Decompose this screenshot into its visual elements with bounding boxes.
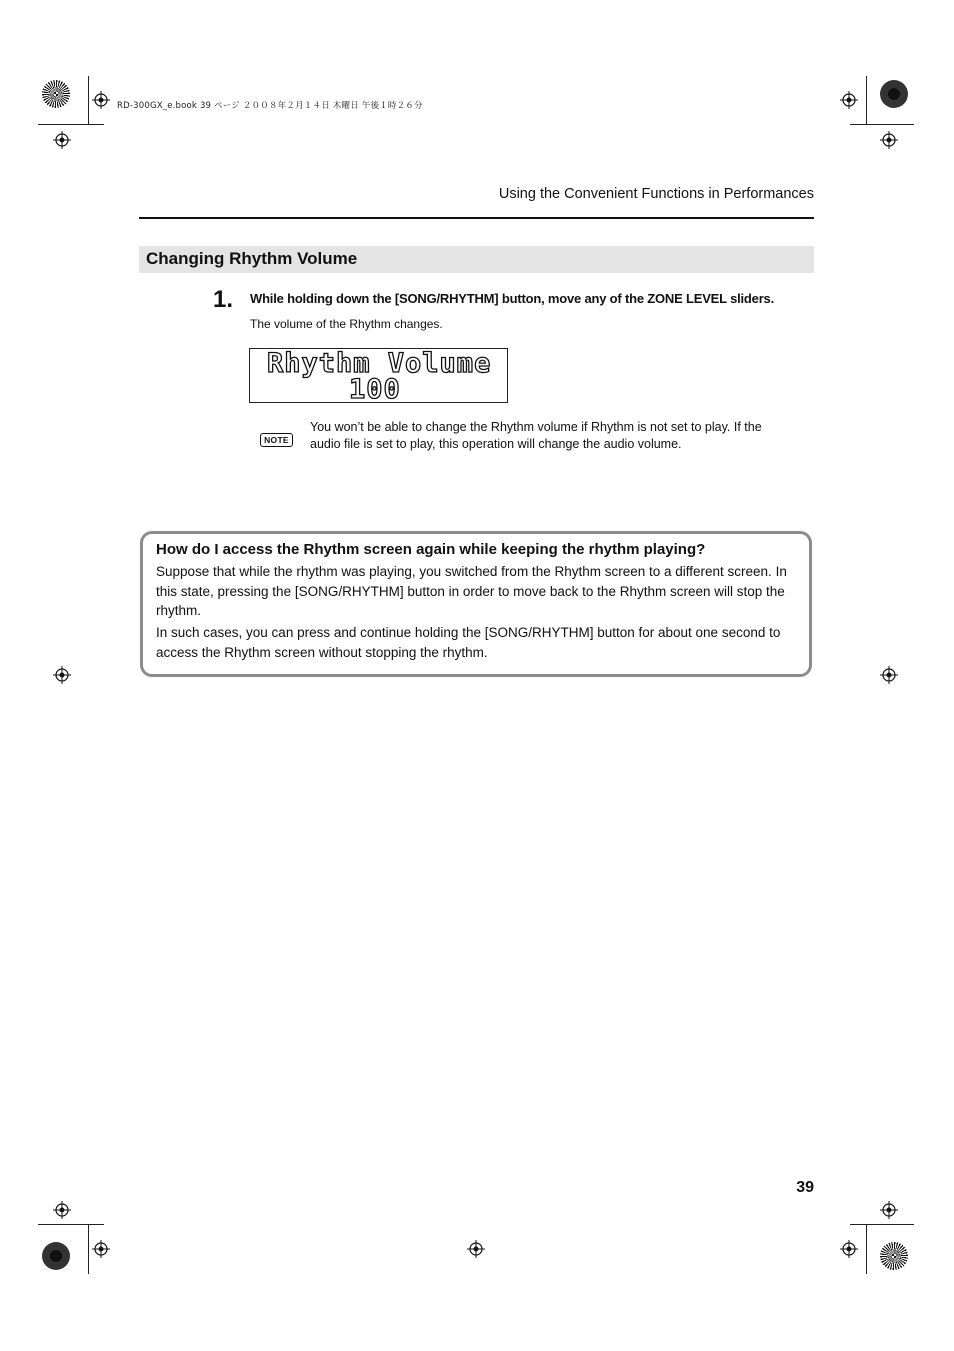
registration-mark-icon xyxy=(53,131,71,149)
registration-mark-icon xyxy=(467,1240,485,1258)
crop-mark xyxy=(866,76,867,124)
color-target-icon xyxy=(880,80,908,108)
tip-box xyxy=(140,531,812,677)
registration-mark-icon xyxy=(53,666,71,684)
lcd-line-1: Rhythm Volume xyxy=(267,348,492,379)
color-target-icon xyxy=(42,1242,70,1270)
crop-mark xyxy=(88,1224,89,1274)
step-result: The volume of the Rhythm changes. xyxy=(250,317,443,331)
registration-mark-icon xyxy=(880,131,898,149)
note-text: You won’t be able to change the Rhythm volume if Rhythm is not set to play. If the audio file is set to play, this operation will change the audio volume. xyxy=(310,420,762,451)
crop-mark xyxy=(38,124,104,125)
header-rule xyxy=(139,217,814,219)
color-target-icon xyxy=(880,1242,908,1270)
tip-paragraph: In such cases, you can press and continue holding the [SONG/RHYTHM] button for about one second to access the Rhythm screen without stopping the rhythm. xyxy=(156,625,781,660)
registration-mark-icon xyxy=(840,91,858,109)
registration-mark-icon xyxy=(880,1201,898,1219)
crop-mark xyxy=(38,1224,104,1225)
tip-paragraph: Suppose that while the rhythm was playing, you switched from the Rhythm screen to a different screen. In this state, pressing the [SONG/RHYTHM] button in order to move back to the Rhythm screen will stop the rhythm. xyxy=(156,564,787,618)
crop-mark xyxy=(850,1224,914,1225)
registration-mark-icon xyxy=(840,1240,858,1258)
page-number: 39 xyxy=(796,1179,814,1196)
print-slug: RD-300GX_e.book 39 ページ ２００８年２月１４日 木曜日 午後１時２６分 xyxy=(117,101,423,111)
section-title: Changing Rhythm Volume xyxy=(146,249,358,268)
registration-mark-icon xyxy=(880,666,898,684)
registration-mark-icon xyxy=(53,1201,71,1219)
crop-mark xyxy=(850,124,914,125)
running-head: Using the Convenient Functions in Performances xyxy=(498,186,814,202)
lcd-line-2: 100 xyxy=(349,374,401,405)
section-header xyxy=(139,246,814,273)
step-instruction: While holding down the [SONG/RHYTHM] button, move any of the ZONE LEVEL sliders. xyxy=(250,291,774,306)
registration-mark-icon xyxy=(92,91,110,109)
registration-mark-icon xyxy=(92,1240,110,1258)
lcd-display xyxy=(249,348,508,403)
crop-mark xyxy=(88,76,89,124)
step-number: 1. xyxy=(213,286,234,313)
tip-title: How do I access the Rhythm screen again while keeping the rhythm playing? xyxy=(156,541,706,558)
crop-mark xyxy=(866,1224,867,1274)
color-target-icon xyxy=(42,80,70,108)
note-badge: NOTE xyxy=(260,433,293,447)
